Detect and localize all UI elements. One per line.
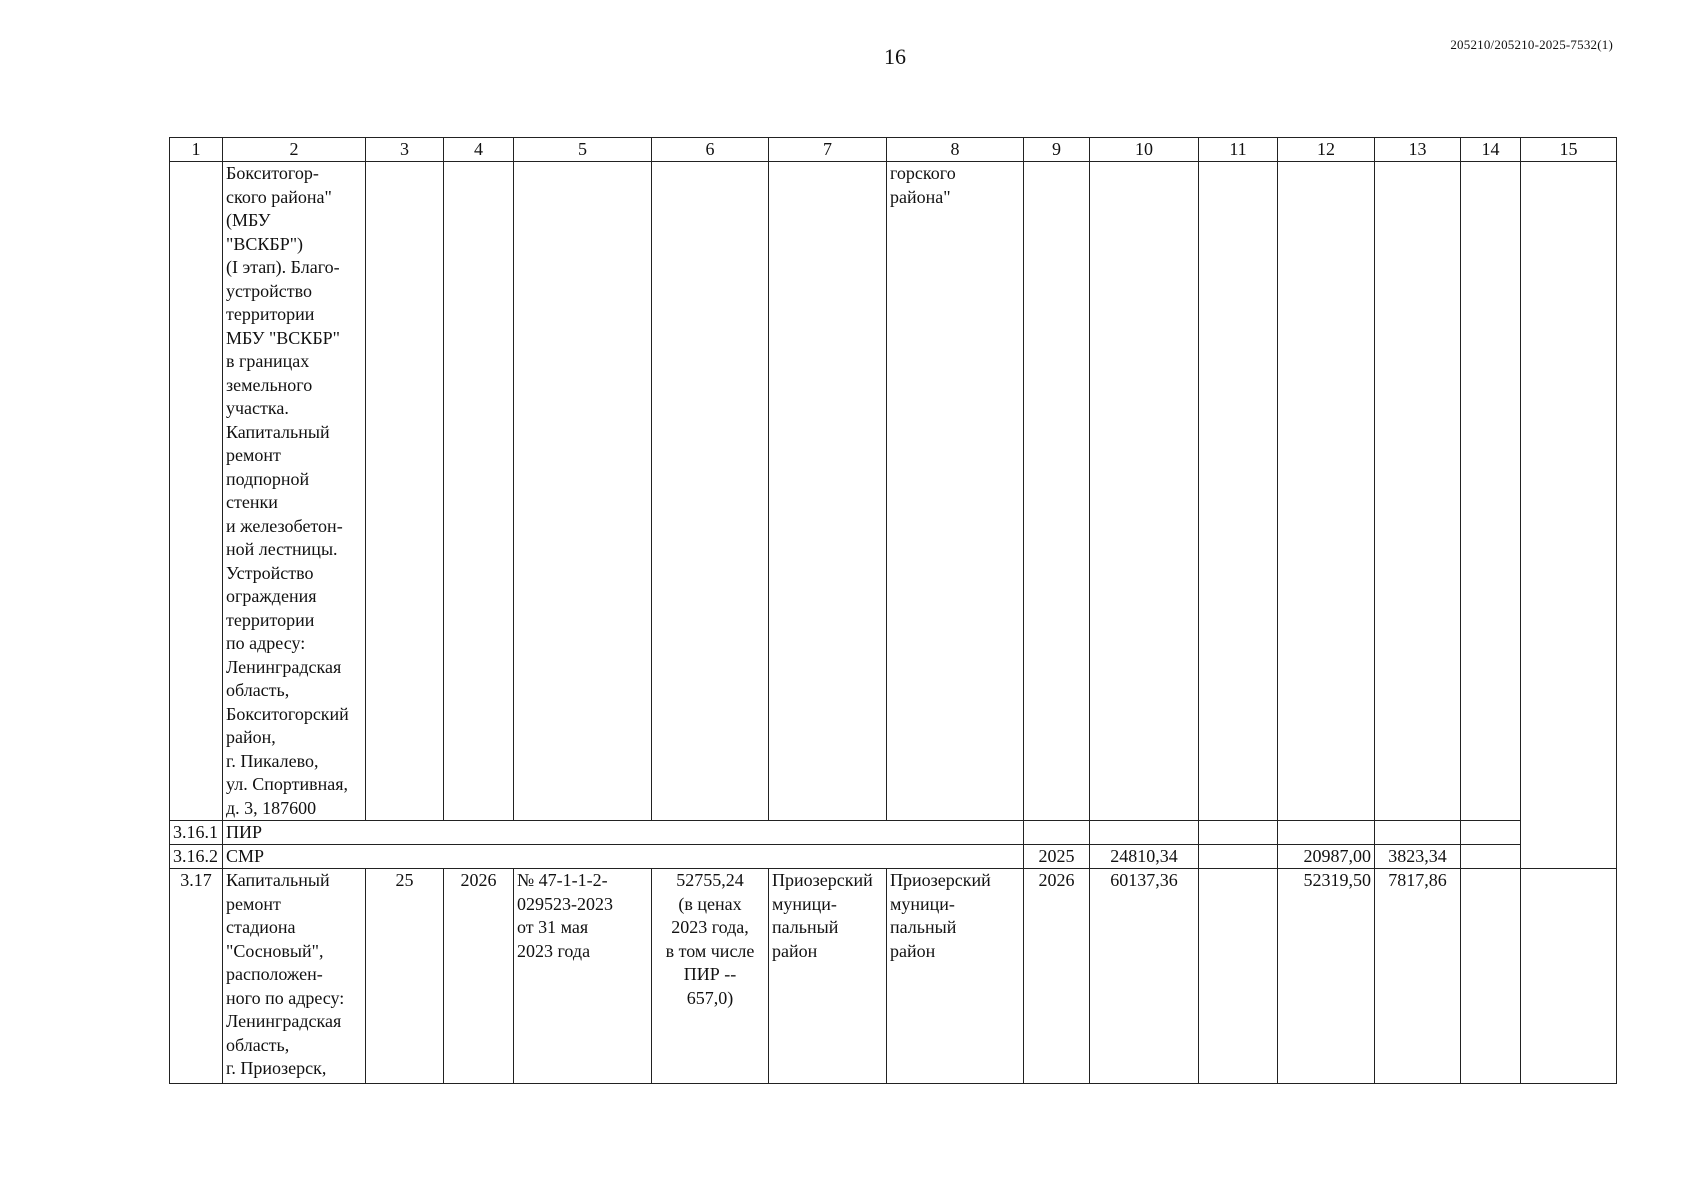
program-table: [169, 137, 1617, 1084]
year-cell: 2025: [1024, 845, 1090, 869]
header-cell: 6: [652, 138, 769, 162]
header-cell: 7: [769, 138, 887, 162]
cell-empty: [1521, 869, 1617, 1084]
cell-empty: [1199, 162, 1278, 821]
cell-empty: [1375, 162, 1461, 821]
local-budget-cell: 3823,34: [1375, 845, 1461, 869]
page-number: 16: [884, 44, 906, 69]
cell-empty: [1521, 845, 1617, 869]
year-cell: 2026: [1024, 869, 1090, 1084]
cell-empty: [1199, 845, 1278, 869]
header-cell: 13: [1375, 138, 1461, 162]
cell-empty: [514, 162, 652, 821]
row-number: 3.16.1: [170, 821, 223, 845]
header-cell: 1: [170, 138, 223, 162]
regional-budget-cell: 52319,50: [1278, 869, 1375, 1084]
regional-budget-cell: 20987,00: [1278, 845, 1375, 869]
object-name-cell: Бокситогор- ского района" (МБУ "ВСКБР") (I этап). Благо- устройство территории МБУ "ВСКБР" в границах земельного участка. Капитальный ремонт подпорной стенки и железобетон- ной лестницы. Устройство ограждения территории по адресу: Ленинградская область, Бокситогорский район, г. Пикалево, ул. Спортивная, д. 3, 187600: [223, 162, 366, 821]
cell-empty: [1278, 821, 1375, 845]
cell-empty: [1461, 869, 1521, 1084]
municipality-cell: Приозерский муници- пальный район: [769, 869, 887, 1084]
cell-empty: [1278, 162, 1375, 821]
cell-empty: [1375, 821, 1461, 845]
object-name-cell: Капитальный ремонт стадиона "Сосновый", расположен- ного по адресу: Ленинградская область, г. Приозерск,: [223, 869, 366, 1084]
table-row-continuation: [170, 162, 1617, 821]
header-cell: 8: [887, 138, 1024, 162]
cell-empty: [1461, 821, 1521, 845]
cell-empty: [652, 162, 769, 821]
cell-empty: [1461, 162, 1521, 821]
header-cell: 4: [444, 138, 514, 162]
year-cell: 2026: [444, 869, 514, 1084]
cell-empty: [1199, 821, 1278, 845]
cell-empty: [1521, 821, 1617, 845]
cell-empty: [444, 162, 514, 821]
customer-cell: Приозерский муници- пальный район: [887, 869, 1024, 1084]
table-row-3-17: [170, 869, 1617, 1084]
capacity-cell: 25: [366, 869, 444, 1084]
total-cost-cell: 24810,34: [1090, 845, 1199, 869]
customer-cell: горского района": [887, 162, 1024, 821]
table-row-3-16-2: [170, 845, 1617, 869]
expertise-cell: № 47-1-1-2- 029523-2023 от 31 мая 2023 года: [514, 869, 652, 1084]
estimated-cost-cell: 52755,24 (в ценах 2023 года, в том числе ПИР -- 657,0): [652, 869, 769, 1084]
row-number: 3.16.2: [170, 845, 223, 869]
cell-empty: [366, 162, 444, 821]
cell-empty: [1024, 162, 1090, 821]
row-number: 3.17: [170, 869, 223, 1084]
header-cell: 3: [366, 138, 444, 162]
header-cell: 5: [514, 138, 652, 162]
total-cost-cell: 60137,36: [1090, 869, 1199, 1084]
stage-label: ПИР: [223, 821, 1024, 845]
cell-empty: [170, 162, 223, 821]
cell-empty: [1199, 869, 1278, 1084]
cell-empty: [1024, 821, 1090, 845]
cell-empty: [1461, 845, 1521, 869]
header-cell: 2: [223, 138, 366, 162]
table-row-3-16-1: [170, 821, 1617, 845]
header-row: [170, 138, 1617, 162]
local-budget-cell: 7817,86: [1375, 869, 1461, 1084]
cell-empty: [1090, 821, 1199, 845]
header-cell: 15: [1521, 138, 1617, 162]
cell-empty: [1090, 162, 1199, 821]
cell-empty: [1521, 162, 1617, 821]
header-cell: 10: [1090, 138, 1199, 162]
header-cell: 11: [1199, 138, 1278, 162]
header-cell: 9: [1024, 138, 1090, 162]
document-id: 205210/205210-2025-7532(1): [1450, 37, 1613, 52]
header-cell: 12: [1278, 138, 1375, 162]
cell-empty: [769, 162, 887, 821]
stage-label: СМР: [223, 845, 1024, 869]
header-cell: 14: [1461, 138, 1521, 162]
